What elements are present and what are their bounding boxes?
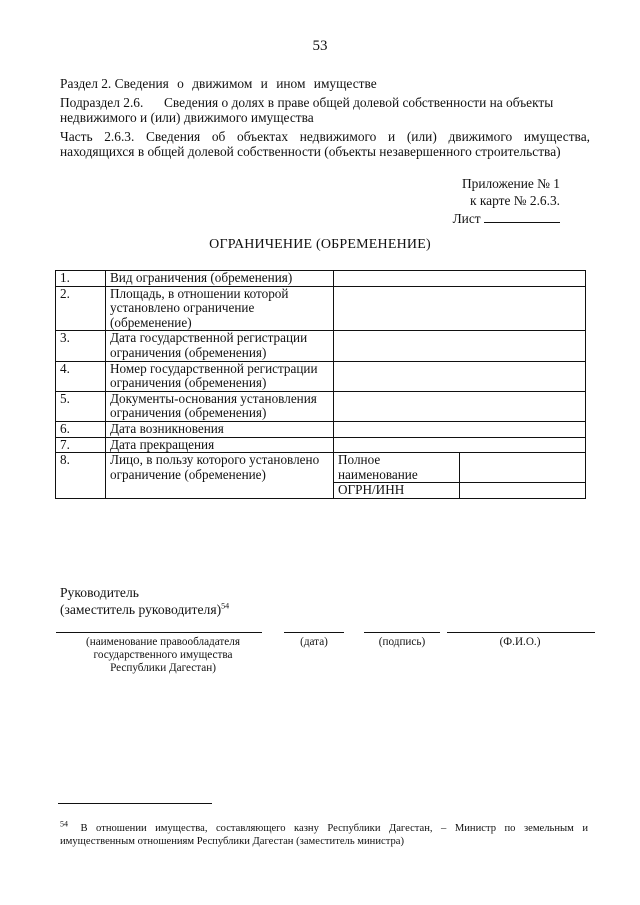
head-title: Руководитель	[60, 585, 139, 600]
row-value	[334, 421, 586, 437]
part-line-2: находящихся в общей долевой собственности (объекты незавершенного строительства)	[60, 144, 561, 159]
row-value	[460, 483, 586, 499]
footnote-divider	[58, 803, 212, 804]
row-label: Номер государственной регистрации ограничения (обременения)	[106, 361, 334, 391]
subsection-text-2: недвижимого и (или) движимого имущества	[60, 110, 314, 125]
row-number: 2.	[56, 286, 106, 331]
sub-label-full-name: Полное наименование	[334, 453, 460, 483]
row-value	[460, 453, 586, 483]
section-heading	[60, 76, 590, 91]
footnote-text: В отношении имущества, составляющего казну Республики Дагестан, – Министр по земельным и имущественным отношениям Республики Дагестан (заместитель министра)	[60, 823, 588, 847]
footnote	[60, 819, 588, 848]
subsection-heading	[60, 95, 590, 110]
appendix-sheet	[440, 210, 560, 227]
row-value	[334, 286, 586, 331]
table-row	[56, 361, 586, 391]
table-row	[56, 391, 586, 421]
row-label: Дата возникновения	[106, 421, 334, 437]
row-value	[334, 391, 586, 421]
table-row	[56, 331, 586, 361]
page-number: 53	[312, 38, 328, 54]
document-title: ОГРАНИЧЕНИЕ (ОБРЕМЕНЕНИЕ)	[209, 237, 431, 252]
caption-fio: (Ф.И.О.)	[499, 636, 541, 648]
sign-signature-line	[364, 632, 440, 633]
sheet-label: Лист	[452, 211, 481, 226]
date-signature-line	[284, 632, 344, 633]
row-value	[334, 271, 586, 287]
row-value	[334, 437, 586, 453]
appendix-line-2: к карте № 2.6.3.	[469, 193, 560, 208]
row-number: 3.	[56, 331, 106, 361]
row-value	[334, 361, 586, 391]
caption-sign: (подпись)	[378, 636, 426, 648]
section-label: Раздел 2.	[60, 76, 112, 91]
row-value	[334, 331, 586, 361]
row-label: Лицо, в пользу которого установлено ограничение (обременение)	[106, 453, 334, 499]
row-label: Вид ограничения (обременения)	[106, 271, 334, 287]
table-row	[56, 421, 586, 437]
part-line-1: Часть 2.6.3. Сведения об объектах недвижимого и (или) движимого имущества,	[60, 129, 590, 144]
row-number: 7.	[56, 437, 106, 453]
caption-date: (дата)	[300, 636, 328, 648]
subsection-label: Подраздел 2.6.	[60, 95, 144, 110]
row-label: Дата прекращения	[106, 437, 334, 453]
appendix-line-1: Приложение № 1	[461, 176, 560, 191]
row-number: 6.	[56, 421, 106, 437]
row-number: 8.	[56, 453, 106, 499]
table-row	[56, 271, 586, 287]
row-number: 1.	[56, 271, 106, 287]
footnote-mark: 54	[60, 819, 68, 829]
sheet-number-blank	[484, 210, 560, 223]
subsection-text-1: Сведения о долях в праве общей долевой собственности на объекты	[164, 95, 554, 110]
org-signature-line	[56, 632, 262, 633]
encumbrance-table	[55, 270, 586, 499]
footnote-ref: 54	[221, 601, 230, 611]
head-deputy-text: (заместитель руководителя)	[60, 602, 222, 617]
caption-org: (наименование правообладателя государственного имущества Республики Дагестан)	[86, 636, 240, 674]
table-row	[56, 453, 586, 483]
row-label: Площадь, в отношении которой установлено ограничение (обременение)	[106, 286, 334, 331]
part-heading	[60, 129, 590, 144]
row-number: 5.	[56, 391, 106, 421]
table-row	[56, 437, 586, 453]
head-deputy	[60, 601, 229, 619]
row-label: Документы-основания установления ограничения (обременения)	[106, 391, 334, 421]
row-number: 4.	[56, 361, 106, 391]
sub-label-ogrn: ОГРН/ИНН	[334, 483, 460, 499]
fio-signature-line	[447, 632, 595, 633]
row-label: Дата государственной регистрации ограничения (обременения)	[106, 331, 334, 361]
section-text: Сведения о движимом и ином имуществе	[114, 76, 377, 91]
table-row	[56, 286, 586, 331]
